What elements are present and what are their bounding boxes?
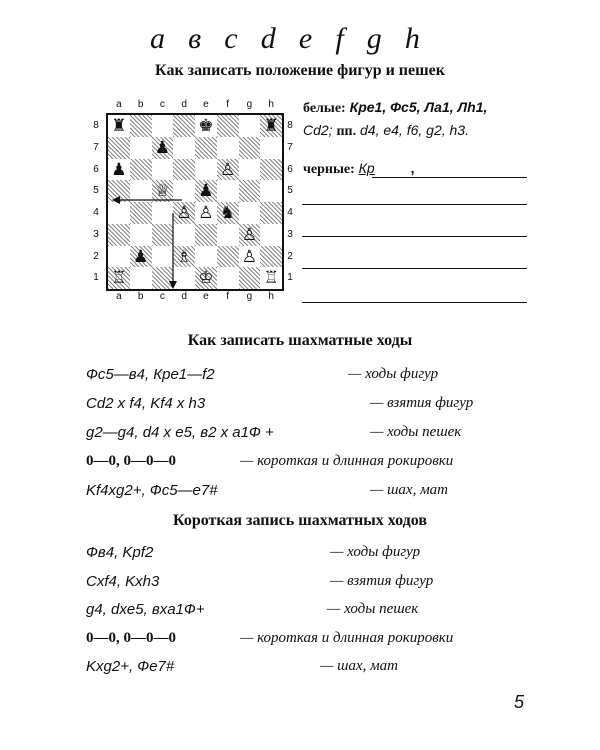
chess-piece: ♙ bbox=[176, 203, 192, 223]
chess-piece: ♕ bbox=[154, 181, 170, 202]
answer-line-3 bbox=[302, 236, 527, 237]
letter-b: в bbox=[188, 22, 202, 55]
letter-a: a bbox=[150, 22, 165, 55]
answer-line-1 bbox=[372, 177, 527, 178]
chess-piece: ♖ bbox=[111, 268, 127, 289]
white-pawns-list: d4, e4, f6, g2, h3. bbox=[360, 122, 469, 138]
file-label: d bbox=[181, 291, 187, 302]
white-bishop: Cd2; bbox=[303, 122, 333, 138]
file-label: h bbox=[268, 291, 274, 302]
black-king-entry: Кр bbox=[358, 160, 375, 176]
rank-label: 6 bbox=[93, 163, 99, 175]
chess-piece: ♜ bbox=[263, 116, 279, 136]
chess-piece: ♟ bbox=[198, 181, 214, 202]
rank-label: 4 bbox=[93, 207, 99, 218]
page-number: 5 bbox=[513, 692, 524, 712]
chess-piece: ♗ bbox=[176, 246, 192, 267]
alphabet-row bbox=[150, 22, 420, 56]
file-label: a bbox=[116, 99, 122, 110]
rank-label: 1 bbox=[93, 272, 99, 284]
file-label: c bbox=[159, 291, 165, 302]
file-label: g bbox=[246, 99, 253, 110]
chess-piece: ♙ bbox=[198, 203, 214, 223]
move-notation: Cd2 x f4, Kf4 x h3 bbox=[86, 395, 206, 412]
move-description: — взятия фигур bbox=[330, 572, 434, 589]
black-pieces-line bbox=[303, 160, 415, 178]
move-description: — ходы фигур bbox=[348, 366, 439, 382]
file-label: b bbox=[137, 291, 144, 302]
chessboard-diagram bbox=[86, 95, 296, 320]
file-label: f bbox=[226, 99, 230, 110]
file-label: g bbox=[246, 291, 253, 302]
rank-label: 2 bbox=[287, 250, 293, 262]
move-notation: g4, dxe5, вxa1Ф+ bbox=[86, 601, 205, 618]
move-description: — шах, мат bbox=[370, 482, 448, 498]
rank-label: 6 bbox=[287, 163, 293, 175]
white-pieces-line2 bbox=[303, 122, 469, 140]
rank-label: 7 bbox=[93, 141, 99, 153]
chess-piece: ♙ bbox=[241, 246, 257, 267]
move-notation: Kf4xg2+, Фс5—e7# bbox=[86, 482, 218, 499]
rank-label: 2 bbox=[93, 250, 99, 262]
file-label: e bbox=[203, 99, 209, 110]
move-notation: Kxg2+, Фе7# bbox=[86, 658, 175, 675]
chess-piece: ♟ bbox=[133, 246, 149, 267]
move-notation: Фв4, Kpf2 bbox=[86, 544, 154, 561]
move-description: — короткая и длинная рокировки bbox=[240, 453, 454, 469]
answer-line-5 bbox=[302, 302, 527, 303]
rank-label: 8 bbox=[93, 120, 99, 131]
move-description: — взятия фигур bbox=[370, 395, 474, 411]
move-notation: 0—0, 0—0—0 bbox=[86, 453, 176, 469]
move-notation: Фс5—в4, Кре1—f2 bbox=[86, 366, 215, 383]
file-label: f bbox=[226, 291, 230, 302]
move-description: — ходы пешек bbox=[370, 424, 462, 440]
answer-line-2 bbox=[302, 204, 527, 205]
rank-label: 5 bbox=[93, 185, 99, 197]
letter-e: e bbox=[298, 22, 313, 55]
chess-piece: ♔ bbox=[198, 268, 214, 289]
chess-piece: ♚ bbox=[198, 116, 214, 136]
chess-piece: ♜ bbox=[111, 116, 127, 136]
move-notation: 0—0, 0—0—0 bbox=[86, 629, 176, 646]
chess-piece: ♞ bbox=[220, 203, 236, 223]
black-label: черные: bbox=[303, 162, 355, 177]
move-arrows bbox=[108, 115, 282, 289]
rank-label: 1 bbox=[287, 272, 293, 284]
letter-c: с bbox=[224, 22, 238, 55]
move-description: — шах, мат bbox=[320, 658, 398, 674]
white-pieces-line1 bbox=[303, 99, 487, 117]
chess-piece: ♖ bbox=[263, 268, 279, 289]
chess-piece: ♟ bbox=[154, 137, 170, 158]
move-notation: g2—g4, d4 x e5, в2 x a1Ф + bbox=[86, 424, 274, 441]
letter-g: g bbox=[366, 22, 382, 55]
section-title-short: Короткая запись шахматных ходов bbox=[173, 512, 427, 529]
file-label: c bbox=[159, 99, 165, 110]
file-label: d bbox=[181, 99, 187, 110]
file-label: h bbox=[268, 99, 274, 110]
letter-d: d bbox=[260, 22, 276, 55]
chess-piece: ♙ bbox=[241, 224, 257, 245]
black-separator: , bbox=[410, 160, 415, 176]
rank-label: 7 bbox=[287, 141, 293, 153]
rank-label: 5 bbox=[287, 185, 293, 197]
move-notation: Cxf4, Kxh3 bbox=[86, 572, 160, 590]
answer-line-4 bbox=[302, 268, 527, 269]
move-description: — ходы фигур bbox=[330, 544, 421, 560]
section-title-moves: Как записать шахматные ходы bbox=[187, 332, 413, 349]
move-description: — короткая и длинная рокировки bbox=[240, 629, 454, 646]
section-title-position: Как записать положение фигур и пешек bbox=[155, 62, 445, 79]
pawns-label: пп. bbox=[336, 124, 357, 139]
file-label: b bbox=[137, 99, 144, 110]
file-label: e bbox=[203, 291, 209, 302]
rank-label: 3 bbox=[93, 228, 99, 240]
chess-piece: ♟ bbox=[111, 159, 127, 180]
letter-h: h bbox=[404, 22, 420, 55]
white-label: белые: bbox=[303, 101, 346, 116]
rank-label: 4 bbox=[287, 207, 293, 218]
file-label: a bbox=[116, 291, 122, 302]
chess-piece: ♙ bbox=[220, 159, 236, 180]
letter-f: f bbox=[335, 22, 344, 55]
white-pieces-list: Кре1, Фс5, Ла1, Лh1, bbox=[349, 99, 488, 115]
move-description: — ходы пешек bbox=[327, 601, 419, 617]
rank-label: 3 bbox=[287, 228, 293, 240]
rank-label: 8 bbox=[287, 120, 293, 131]
